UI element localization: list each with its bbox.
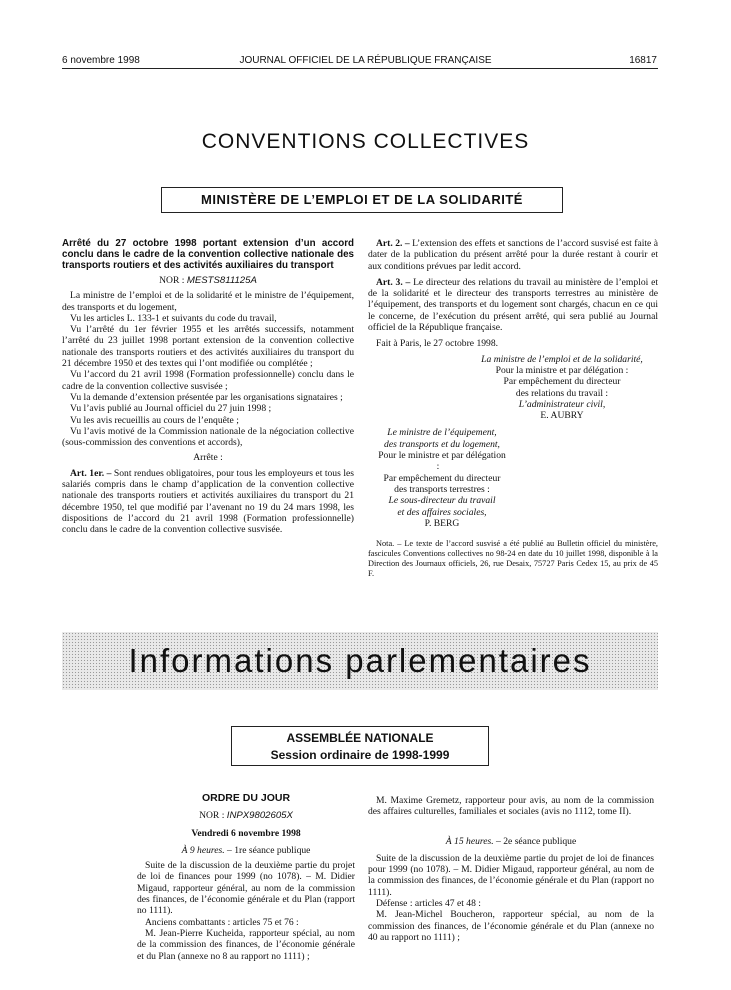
assemblee-box	[231, 726, 489, 766]
ordre-paragraph: M. Maxime Gremetz, rapporteur pour avis, au nom de la commission des affaires culturelles, familiales et sociales (avis no 1112, tome II).	[368, 795, 654, 818]
signature-line: Pour le ministre et par délégation :	[378, 450, 506, 473]
arrete-word: Arrête :	[193, 452, 223, 464]
ordre-paragraph: M. Jean-Michel Boucheron, rapporteur spécial, au nom de la commission des finances, de l’économie générale et du Plan (annexe no 40 au rapport no 1111) ;	[368, 909, 654, 943]
header-page-number: 16817	[629, 55, 657, 66]
assemblee-title: ASSEMBLÉE NATIONALE	[286, 731, 434, 745]
ministry-box: MINISTÈRE DE L’EMPLOI ET DE LA SOLIDARITÉ	[161, 187, 563, 213]
ordre-left-column	[137, 793, 355, 962]
signature-name: E. AUBRY	[540, 410, 584, 422]
ordre-paragraph: M. Jean-Pierre Kucheida, rapporteur spécial, au nom de la commission des finances, de l’économie générale et du Plan (annexe no 8 au rapport no 1111) ;	[137, 927, 355, 962]
seance-1-heading: À 9 heures. – 1re séance publique	[181, 844, 311, 856]
ordre-nor: NOR : INPX9802605X	[199, 810, 293, 822]
article-1: Art. 1er. – Sont rendues obligatoires, pour tous les employeurs et tous les salariés compris dans le champ d’application de la convention collective nationale des transports routiers et activités auxiliaires du transport du 21 décembre 1950, tel que modifié par l’avenant no 19 du 24 mars 1998, les dispositions de l’accord du 21 avril 1998 (Formation professionnelle) conclu dans le cadre de la convention collective susvisée.	[62, 467, 354, 536]
header-journal: JOURNAL OFFICIEL DE LA RÉPUBLIQUE FRANÇAISE	[239, 55, 492, 66]
arrete-nor: NOR : MESTS811125A	[159, 275, 257, 286]
arrete-paragraph: Vu les articles L. 133-1 et suivants du code du travail,	[70, 312, 277, 324]
nota-note: Nota. – Le texte de l’accord susvisé a été publié au Bulletin officiel du ministère, fascicules Conventions collectives no 98-24 en date du 10 juillet 1998, disponible à la Direction des Journaux officiels, 26, rue Desaix, 75727 Paris Cedex 15, au prix de 45 F.	[368, 539, 658, 579]
header-rule	[62, 68, 658, 69]
signature-line: Le sous-directeur du travail	[388, 495, 496, 507]
signature-line: Par empêchement du directeur	[503, 376, 621, 388]
article-3: Art. 3. – Le directeur des relations du travail au ministère de l’emploi et de la solidarité et le directeur des transports terrestres au ministère de l’équipement, des transports et du logement sont chargés, chacun en ce qui le concerne, de l’exécution du présent arrêté, qui sera publié au Journal officiel de la République française.	[368, 276, 658, 334]
ordre-day: Vendredi 6 novembre 1998	[191, 827, 301, 839]
signature-line: Le ministre de l’équipement,	[387, 427, 497, 439]
info-banner-title: Informations parlementaires	[128, 642, 592, 679]
signature-line: L’administrateur civil,	[518, 398, 606, 410]
signature-line: Pour la ministre et par délégation :	[495, 364, 629, 376]
ordre-paragraph: Anciens combattants : articles 75 et 76 :	[145, 916, 299, 928]
signature-block-equipement	[368, 427, 508, 529]
ordre-paragraph: Suite de la discussion de la deuxième partie du projet de loi de finances pour 1999 (no 1078). – M. Didier Migaud, rapporteur général, au nom de la commission des finances, de l’économie générale et du Plan (rapport no 1111).	[368, 852, 654, 898]
header-date: 6 novembre 1998	[62, 55, 140, 66]
signature-line: des transports et du logement,	[384, 438, 500, 450]
arrete-paragraph: Vu la demande d’extension présentée par les organisations signataires ;	[70, 391, 343, 403]
ordre-right-column	[368, 795, 654, 943]
arrete-paragraph: Vu les avis recueillis au cours de l’enquête ;	[70, 414, 239, 426]
arrete-left-column	[62, 238, 354, 536]
signature-name: P. BERG	[424, 517, 460, 529]
arrete-paragraph: Vu l’avis motivé de la Commission nationale de la négociation collective (sous-commission des conventions et accords),	[62, 425, 354, 449]
arrete-paragraph: Vu l’arrêté du 1er février 1955 et les arrêtés successifs, notamment l’arrêté du 23 juillet 1998 portant extension de la convention collective nationale des transports routiers et des activités auxiliaires du transport du 21 décembre 1950 et des textes qui l’ont modifiée ou complétée ;	[62, 324, 354, 370]
assemblee-session: Session ordinaire de 1998-1999	[270, 748, 450, 762]
arrete-paragraph: La ministre de l’emploi et de la solidarité et le ministre de l’équipement, des transports et du logement,	[62, 290, 354, 313]
ordre-paragraph: Défense : articles 47 et 48 :	[376, 898, 481, 910]
ordre-du-jour-title: ORDRE DU JOUR	[201, 792, 291, 804]
arrete-paragraph: Vu l’avis publié au Journal officiel du 27 juin 1998 ;	[70, 403, 272, 415]
seance-2-heading: À 15 heures. – 2e séance publique	[445, 835, 577, 847]
signature-line: des relations du travail :	[515, 387, 609, 399]
article-2: Art. 2. – L’extension des effets et sanctions de l’accord susvisé est faite à dater de la publication du présent arrêté pour la durée restant à courir et aux conditions prévues par ledit accord.	[368, 238, 658, 272]
signature-line: Par empêchement du directeur	[383, 472, 501, 484]
arrete-title: Arrêté du 27 octobre 1998 portant extension d’un accord conclu dans le cadre de la convention collective nationale des transports routiers et des activités auxiliaires du transport	[62, 238, 354, 271]
signature-line: et des affaires sociales,	[397, 506, 487, 518]
signature-line: La ministre de l’emploi et de la solidarité,	[481, 353, 643, 365]
signature-line: des transports terrestres :	[394, 483, 490, 495]
signature-block-emploi	[458, 354, 658, 422]
ordre-paragraph: Suite de la discussion de la deuxième partie du projet de loi de finances pour 1999 (no 1078). – M. Didier Migaud, rapporteur général, au nom de la commission des finances, de l’économie générale et du Plan (rapport no 1111).	[137, 860, 355, 917]
section-title: CONVENTIONS COLLECTIVES	[201, 130, 530, 153]
fait-a-paris: Fait à Paris, le 27 octobre 1998.	[376, 338, 499, 350]
arrete-right-column	[368, 238, 658, 579]
arrete-paragraph: Vu l’accord du 21 avril 1998 (Formation professionnelle) conclu dans le cadre de la convention collective susvisée ;	[62, 369, 354, 392]
